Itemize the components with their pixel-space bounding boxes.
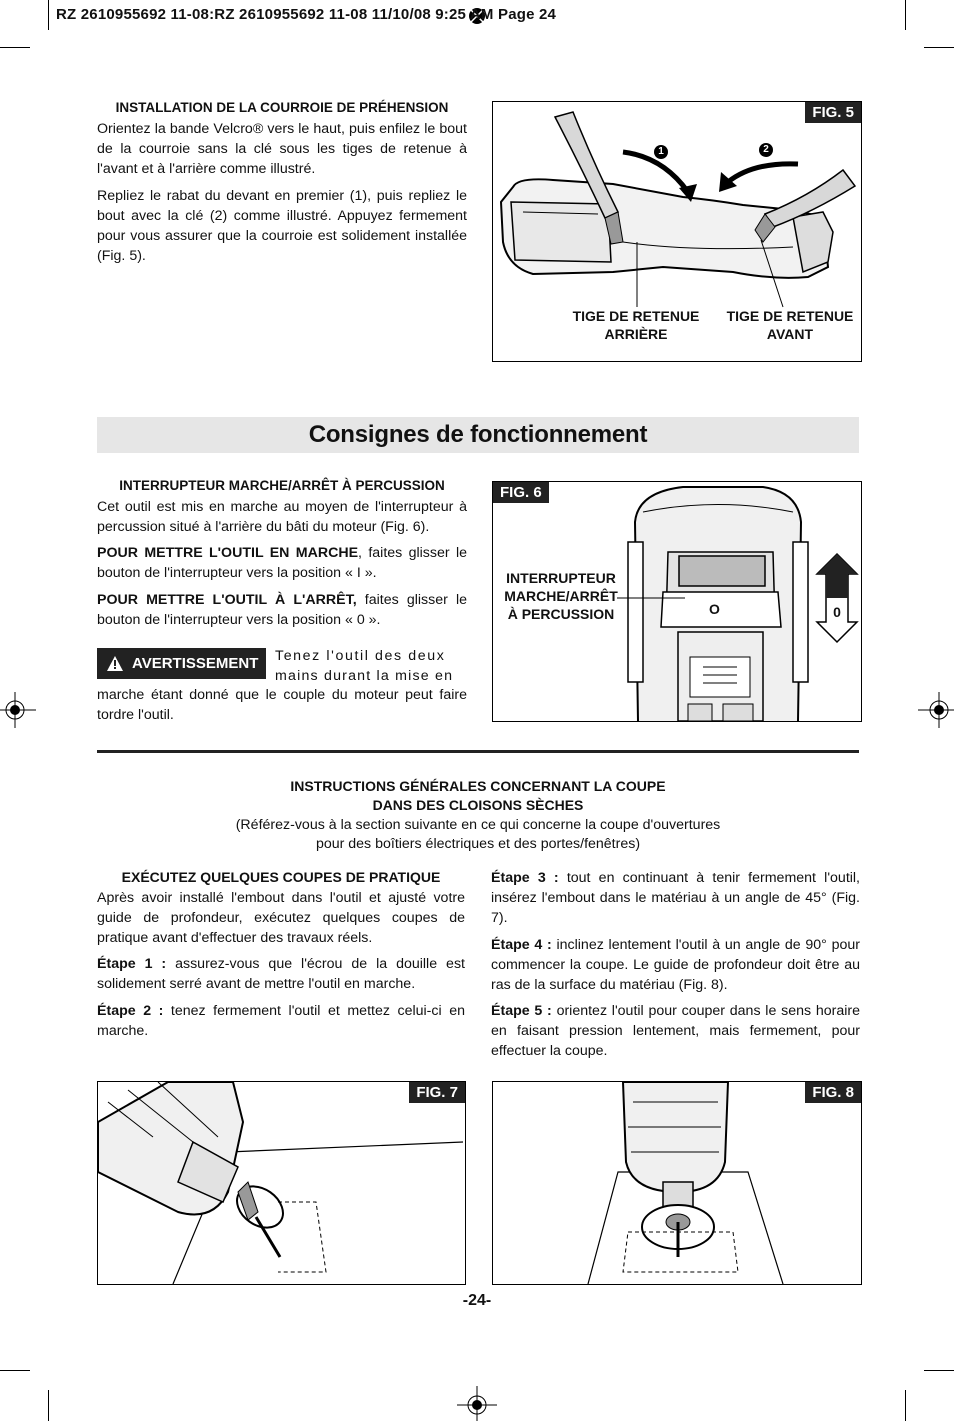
angled-cut-illustration bbox=[98, 1082, 465, 1284]
strap-paragraph-2: Repliez le rabat du devant en premier (1), puis repliez le bout avec la clé (2) comme illustré. Appuyez fermement pour vous assurer que la courroie est solidement installée (Fig. 5). bbox=[97, 188, 467, 264]
figure-8 bbox=[492, 1081, 862, 1285]
step-3 bbox=[491, 868, 860, 928]
rear-label-line-1: TIGE DE RETENUE bbox=[572, 308, 700, 324]
practice-heading: EXÉCUTEZ QUELQUES COUPES DE PRATIQUE bbox=[121, 869, 441, 885]
figure-8-label: FIG. 8 bbox=[805, 1082, 861, 1103]
warning-triangle-icon bbox=[106, 655, 124, 672]
switch-callout-line-1: INTERRUPTEUR bbox=[506, 570, 616, 586]
figure-7-label: FIG. 7 bbox=[409, 1082, 465, 1103]
step-5 bbox=[491, 1001, 860, 1061]
page-number: -24- bbox=[462, 1292, 492, 1309]
switch-off-bold: POUR METTRE L'OUTIL À L'ARRÊT, bbox=[97, 592, 357, 608]
switch-callout-line-2: MARCHE/ARRÊT bbox=[504, 588, 618, 604]
front-label-line-2: AVANT bbox=[766, 326, 814, 342]
switch-off-text: faites glisser le bouton de l'interrupteur vers la position « 0 ». bbox=[97, 592, 467, 628]
figure-6-label: FIG. 6 bbox=[493, 482, 549, 503]
step-number-1: 1 bbox=[658, 146, 664, 157]
switch-callout-line-3: À PERCUSSION bbox=[507, 606, 615, 622]
step-4-label: Étape 4 : bbox=[491, 937, 552, 953]
figure-6 bbox=[492, 481, 862, 722]
step-4-text: inclinez lentement l'outil à un angle de 90° pour commencer la coupe. Le guide de profondeur doit être au ras de la surface du matériau (Fig. 8). bbox=[491, 937, 860, 993]
step-2-label: Étape 2 : bbox=[97, 1003, 164, 1019]
step-3-label: Étape 3 : bbox=[491, 870, 559, 886]
front-retaining-pin-label bbox=[715, 307, 862, 343]
warning-badge bbox=[97, 648, 266, 679]
strap-heading: INSTALLATION DE LA COURROIE DE PRÉHENSION bbox=[115, 100, 449, 115]
section-banner bbox=[97, 417, 859, 453]
section-divider bbox=[97, 750, 859, 753]
switch-on-text: , faites glisser le bouton de l'interrupteur vers la position « I ». bbox=[97, 545, 467, 581]
step-1 bbox=[97, 954, 465, 994]
general-heading-line-1: INSTRUCTIONS GÉNÉRALES CONCERNANT LA COUPE bbox=[290, 778, 666, 794]
crop-mark bbox=[905, 0, 906, 30]
strap-paragraph-1: Orientez la bande Velcro® vers le haut, puis enfilez le bout de la courroie sans la clé sous les tiges de retenue à l'avant et à l'arrière comme illustré. bbox=[97, 121, 467, 177]
crop-mark bbox=[905, 1390, 906, 1421]
switch-paragraph: Cet outil est mis en marche au moyen de l'interrupteur à percussion situé à l'arrière du bâti du moteur (Fig. 6). bbox=[97, 499, 467, 535]
step-5-text: orientez l'outil pour couper dans le sens horaire en faisant pression lentement, mais fermement, pour effectuer la coupe. bbox=[491, 1003, 861, 1059]
step-4 bbox=[491, 935, 860, 995]
section-title: Consignes de fonctionnement bbox=[308, 421, 648, 448]
general-subtitle-line-2: pour des boîtiers électriques et des portes/fenêtres) bbox=[315, 836, 641, 852]
figure-5-label: FIG. 5 bbox=[805, 102, 861, 123]
general-heading-line-2: DANS DES CLOISONS SÈCHES bbox=[372, 797, 584, 813]
plunge-cut-illustration bbox=[493, 1082, 861, 1284]
switch-heading: INTERRUPTEUR MARCHE/ARRÊT À PERCUSSION bbox=[119, 478, 445, 493]
warning-text-line-1: Tenez l'outil des deux bbox=[275, 648, 446, 664]
crop-mark bbox=[48, 1390, 49, 1421]
step-1-label: Étape 1 : bbox=[97, 956, 167, 972]
crop-mark bbox=[48, 0, 49, 30]
registration-mark-icon bbox=[0, 690, 36, 730]
switch-on-paragraph bbox=[97, 543, 467, 583]
registration-mark-icon bbox=[918, 690, 954, 730]
crop-mark bbox=[924, 47, 954, 48]
step-2-text: tenez fermement l'outil et mettez celui-ci en marche. bbox=[97, 1003, 465, 1039]
figure-5 bbox=[492, 101, 862, 362]
practice-paragraph: Après avoir installé l'embout dans l'outil et ajusté votre guide de profondeur, exécutez quelques coupes de pratique avant d'effectuer des travaux réels. bbox=[97, 890, 465, 946]
figure-7 bbox=[97, 1081, 466, 1285]
registration-mark-icon bbox=[457, 1386, 497, 1421]
step-3-text: tout en continuant à tenir fermement l'outil, insérez l'embout dans le matériau à un angle de 45° (Fig. 7). bbox=[491, 870, 861, 926]
crop-mark bbox=[0, 1370, 30, 1371]
step-1-text: assurez-vous que l'écrou de la douille est solidement serré avant de mettre l'outil en marche. bbox=[97, 956, 465, 992]
switch-callout bbox=[497, 569, 625, 623]
rear-label-line-2: ARRIÈRE bbox=[604, 326, 668, 342]
switch-off-paragraph bbox=[97, 590, 467, 630]
step-2 bbox=[97, 1001, 465, 1041]
rear-retaining-pin-label bbox=[561, 307, 711, 343]
warning-label: AVERTISSEMENT bbox=[132, 655, 259, 672]
print-slug: RZ 2610955692 11-08:RZ 2610955692 11-08 11/10/08 9:25 AM Page 24 bbox=[56, 6, 557, 23]
warning-text-line-3: marche étant donné que le couple du moteur peut faire tordre l'outil. bbox=[97, 687, 467, 723]
off-position-mark: 0 bbox=[833, 604, 841, 620]
warning-text-line-2: mains durant la mise en bbox=[275, 668, 454, 684]
crop-mark bbox=[0, 47, 30, 48]
step-number-2: 2 bbox=[763, 144, 769, 155]
switch-on-bold: POUR METTRE L'OUTIL EN MARCHE bbox=[97, 545, 359, 561]
step-5-label: Étape 5 : bbox=[491, 1003, 552, 1019]
crop-mark bbox=[924, 1370, 954, 1371]
general-subtitle-line-1: (Référez-vous à la section suivante en ce qui concerne la coupe d'ouvertures bbox=[235, 817, 721, 833]
front-label-line-1: TIGE DE RETENUE bbox=[726, 308, 854, 324]
switch-position-mark: O bbox=[709, 601, 720, 617]
